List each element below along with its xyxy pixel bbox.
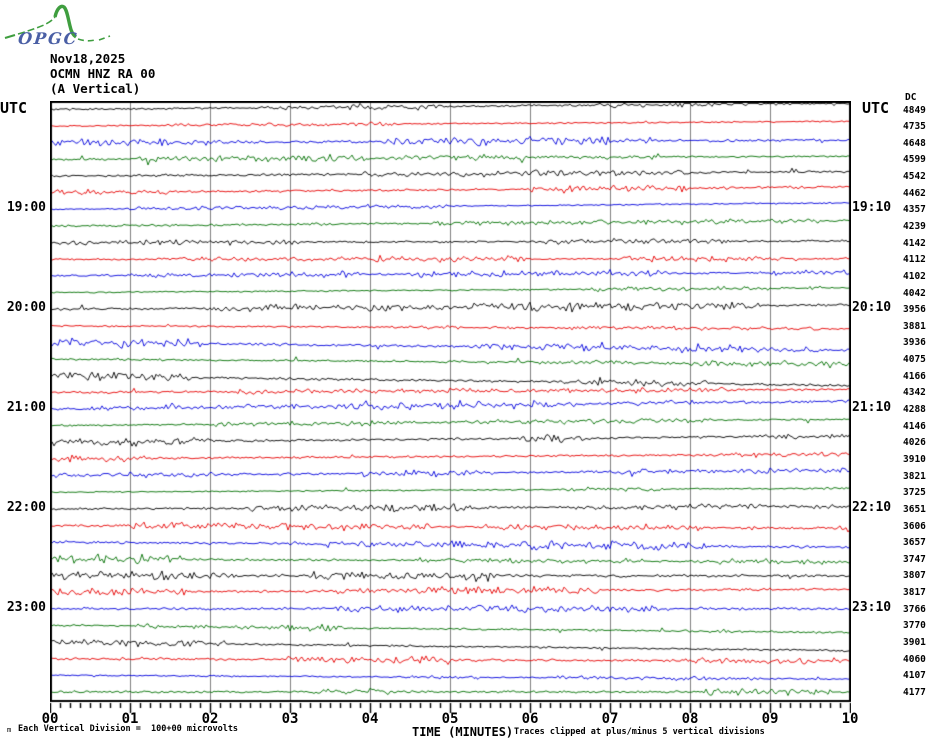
right-hour-label: 22:10 — [852, 499, 892, 515]
dc-value: 4075 — [903, 354, 926, 366]
dc-value: 3747 — [903, 553, 926, 565]
opgc-logo — [2, 2, 122, 52]
dc-value: 4542 — [903, 171, 926, 183]
dc-value: 3817 — [903, 587, 926, 599]
dc-value: 4107 — [903, 670, 926, 682]
helicorder-plot — [50, 101, 851, 716]
right-hour-label: 23:10 — [852, 599, 892, 615]
dc-column-header: DC — [905, 92, 917, 103]
dc-value: 4735 — [903, 121, 926, 133]
dc-value: 3956 — [903, 304, 926, 316]
dc-value: 3606 — [903, 520, 926, 532]
logo-curve-dash-left — [5, 35, 15, 38]
dc-value: 4342 — [903, 387, 926, 399]
dc-value: 4042 — [903, 287, 926, 299]
dc-value: 4849 — [903, 104, 926, 116]
x-tick-label: 02 — [201, 711, 219, 727]
x-tick-label: 07 — [601, 711, 619, 727]
corner-mark: m — [7, 726, 12, 734]
dc-value: 3901 — [903, 636, 926, 648]
left-hour-label: 23:00 — [6, 599, 46, 615]
x-tick-label: 03 — [281, 711, 299, 727]
dc-value: 3725 — [903, 487, 926, 499]
right-hour-label: 20:10 — [852, 300, 892, 316]
dc-value: 3936 — [903, 337, 926, 349]
dc-value: 4462 — [903, 187, 926, 199]
header-date: Nov18,2025 — [50, 51, 126, 66]
utc-label-left: UTC — [0, 99, 28, 117]
dc-value: 3910 — [903, 453, 926, 465]
dc-value: 3807 — [903, 570, 926, 582]
left-hour-label: 19:00 — [6, 200, 46, 216]
x-tick-label: 04 — [361, 711, 379, 727]
x-tick-label: 01 — [121, 711, 139, 727]
header-station-code: OCMN HNZ RA 00 — [50, 66, 156, 81]
dc-value: 4357 — [903, 204, 926, 216]
dc-value: 4648 — [903, 137, 926, 149]
dc-value: 3770 — [903, 620, 926, 632]
dc-value: 4166 — [903, 370, 926, 382]
dc-value: 4239 — [903, 220, 926, 232]
x-tick-label: 00 — [41, 711, 59, 727]
dc-value: 4060 — [903, 653, 926, 665]
dc-value: 3881 — [903, 320, 926, 332]
dc-value: 3766 — [903, 603, 926, 615]
x-tick-label: 09 — [761, 711, 779, 727]
x-tick-label: 10 — [841, 711, 859, 727]
logo-curve-dash-right — [78, 36, 110, 41]
x-tick-label: 08 — [681, 711, 699, 727]
logo-text: OPGC — [17, 29, 80, 48]
dc-value: 4142 — [903, 237, 926, 249]
vertical-division-scale-note: Each Vertical Division = 100+00 microvolts — [18, 724, 239, 734]
left-hour-label: 21:00 — [6, 400, 46, 416]
x-tick-label: 05 — [441, 711, 459, 727]
dc-value: 4102 — [903, 270, 926, 282]
right-hour-label: 21:10 — [852, 400, 892, 416]
header-component: (A Vertical) — [50, 81, 141, 96]
left-hour-label: 20:00 — [6, 300, 46, 316]
dc-value: 4146 — [903, 420, 926, 432]
dc-value: 3657 — [903, 537, 926, 549]
dc-value: 4288 — [903, 404, 926, 416]
dc-value: 4026 — [903, 437, 926, 449]
utc-label-right: UTC — [862, 99, 890, 117]
dc-value: 4599 — [903, 154, 926, 166]
right-hour-label: 19:10 — [852, 200, 892, 216]
time-axis-title: TIME (MINUTES) — [412, 725, 514, 739]
clip-note: Traces clipped at plus/minus 5 vertical divisions — [514, 727, 765, 737]
dc-value: 4177 — [903, 686, 926, 698]
dc-value: 3821 — [903, 470, 926, 482]
left-hour-label: 22:00 — [6, 499, 46, 515]
dc-value: 3651 — [903, 503, 926, 515]
dc-value: 4112 — [903, 254, 926, 266]
x-tick-label: 06 — [521, 711, 539, 727]
